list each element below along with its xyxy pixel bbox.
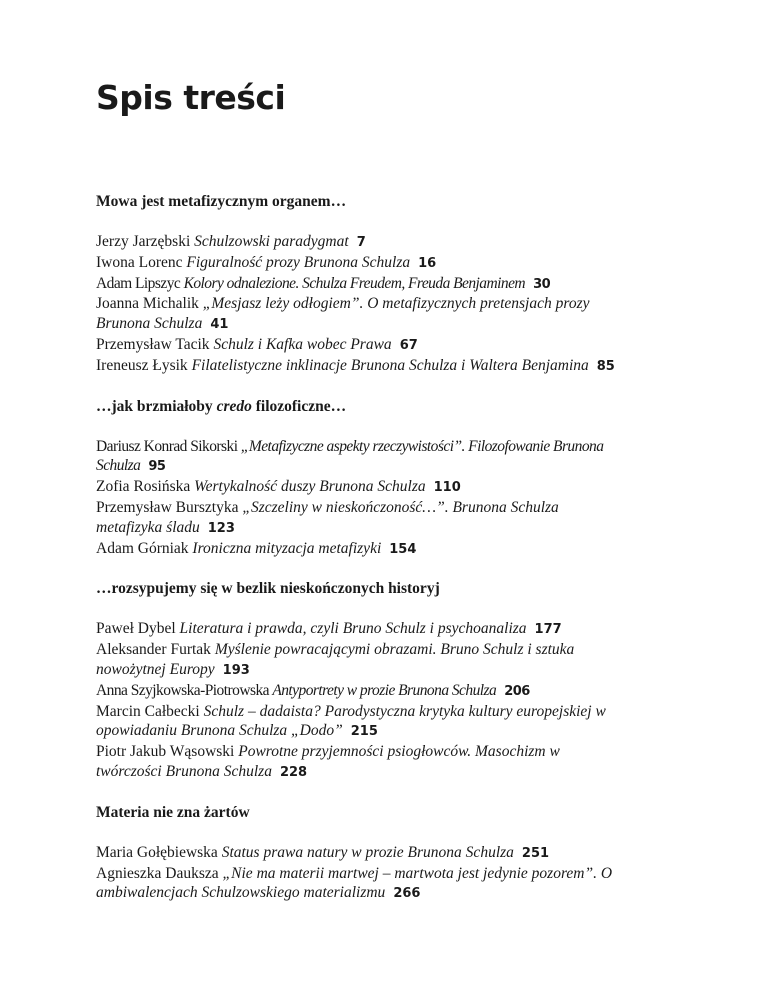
entry-title: „Mesjasz leży odłogiem”. O metafizycznych pretensjach prozy Brunona Schulza — [96, 295, 590, 333]
toc-entry — [96, 864, 616, 905]
section-heading-text: filozoficzne… — [251, 397, 347, 415]
entry-author: Dariusz Konrad Sikorski — [96, 437, 238, 455]
entry-page-number: 193 — [222, 662, 250, 678]
toc-entry — [96, 232, 616, 253]
toc-section — [96, 579, 616, 782]
entry-page-number: 251 — [521, 845, 550, 861]
entry-title: „Szczeliny w nieskończoność…”. Brunona Schulza metafizyka śladu — [96, 498, 559, 536]
table-of-contents — [96, 192, 616, 904]
entry-author: Jerzy Jarzębski — [96, 233, 191, 250]
entry-author: Paweł Dybel — [96, 620, 176, 638]
toc-entry — [96, 253, 616, 274]
entry-title: Literatura i prawda, czyli Bruno Schulz i psychoanaliza — [179, 620, 527, 638]
entry-page-number: 30 — [533, 276, 551, 292]
entry-title: Figuralność prozy Brunona Schulza — [186, 253, 411, 271]
entry-title: Powrotne przyjemności psiogłowców. Masochizm w twórczości Brunona Schulza — [96, 743, 560, 780]
entry-page-number: 67 — [399, 337, 418, 353]
entry-page-number: 215 — [350, 724, 378, 740]
entry-title: Kolory odnalezione. Schulza Freudem, Freuda Benjaminem — [183, 274, 526, 292]
entry-title: „Nie ma materii martwej – martwota jest jedynie pozorem”. O ambiwalencjach Schulzowskiego materializmu — [96, 864, 613, 902]
entry-page-number: 16 — [418, 255, 437, 271]
entry-title: Filatelistyczne inklinacje Brunona Schulza i Waltera Benjamina — [191, 356, 589, 374]
entry-page-number: 154 — [389, 541, 417, 557]
entry-page-number: 85 — [596, 358, 615, 374]
entry-title: Schulz – dadaista? Parodystyczna krytyka kultury europejskiej w opowiadaniu Brunona Schulza „Dodo” — [96, 702, 606, 740]
entry-page-number: 95 — [148, 459, 166, 475]
entry-author: Adam Lipszyc — [96, 274, 181, 292]
page-title: Spis treści — [96, 78, 286, 117]
entry-author: Zofia Rosińska — [96, 478, 191, 496]
entry-title: Schulz i Kafka wobec Prawa — [213, 335, 392, 353]
toc-entry — [96, 498, 616, 539]
section-heading — [96, 397, 616, 417]
entry-author: Iwona Lorenc — [96, 253, 183, 271]
entry-title: Schulzowski paradygmat — [194, 233, 349, 250]
toc-entry — [96, 702, 616, 743]
entry-author: Piotr Jakub Wąsowski — [96, 743, 235, 761]
entry-author: Agnieszka Dauksza — [96, 864, 219, 882]
entry-author: Ireneusz Łysik — [96, 356, 188, 374]
toc-entry — [96, 477, 616, 498]
toc-section — [96, 192, 616, 377]
section-heading: Mowa jest metafizycznym organem… — [96, 193, 347, 210]
toc-entry — [96, 640, 616, 681]
section-heading-emphasis: credo — [216, 397, 252, 415]
toc-entry — [96, 294, 616, 335]
entry-page-number: 7 — [356, 235, 366, 250]
section-heading: Materia nie zna żartów — [96, 803, 250, 821]
entry-page-number: 206 — [504, 683, 530, 699]
entry-page-number: 228 — [279, 764, 308, 780]
section-heading-text: …jak brzmiałoby — [96, 397, 217, 415]
entry-author: Przemysław Bursztyka — [96, 498, 239, 516]
toc-entry — [96, 437, 616, 478]
entry-page-number: 110 — [433, 480, 461, 496]
toc-section — [96, 397, 616, 560]
toc-section — [96, 803, 616, 904]
entry-page-number: 177 — [534, 622, 562, 638]
entry-title: „Metafizyczne aspekty rzeczywistości”. Filozofowanie Brunona Schulza — [96, 437, 604, 475]
toc-entry — [96, 619, 616, 640]
entry-author: Anna Szyjkowska-Piotrowska — [96, 681, 269, 699]
entry-author: Marcin Całbecki — [96, 702, 200, 720]
entry-author: Joanna Michalik — [96, 295, 199, 313]
entry-author: Adam Górniak — [96, 539, 189, 557]
entry-title: Myślenie powracającymi obrazami. Bruno Schulz i sztuka nowożytnej Europy — [96, 641, 575, 678]
entry-page-number: 266 — [393, 886, 421, 902]
toc-entry — [96, 843, 616, 864]
entry-title: Wertykalność duszy Brunona Schulza — [194, 478, 426, 496]
section-heading: …rozsypujemy się w bezlik nieskończonych historyj — [96, 580, 440, 598]
toc-entry — [96, 539, 616, 560]
toc-entry — [96, 274, 616, 295]
toc-entry — [96, 681, 616, 702]
entry-page-number: 41 — [210, 317, 229, 333]
toc-entry — [96, 742, 616, 783]
entry-page-number: 123 — [207, 520, 235, 536]
toc-entry — [96, 335, 616, 356]
entry-title: Ironiczna mityzacja metafizyki — [192, 539, 382, 557]
entry-title: Status prawa natury w prozie Brunona Schulza — [221, 843, 514, 861]
toc-entry — [96, 356, 616, 377]
entry-author: Przemysław Tacik — [96, 335, 210, 353]
entry-author: Maria Gołębiewska — [96, 843, 218, 861]
entry-title: Antyportrety w prozie Brunona Schulza — [272, 681, 497, 699]
entry-author: Aleksander Furtak — [96, 641, 211, 659]
